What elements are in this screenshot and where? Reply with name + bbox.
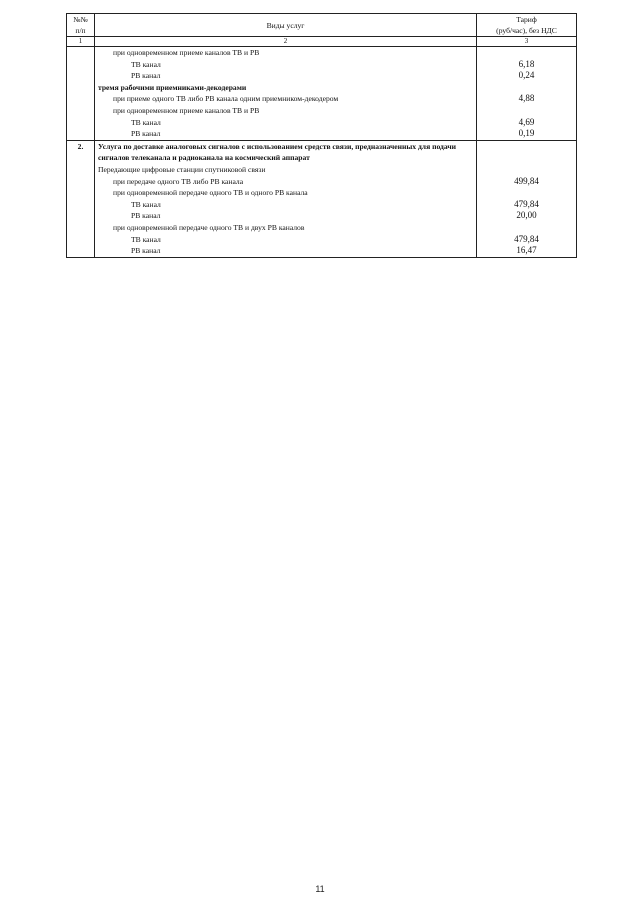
row-number-cell xyxy=(67,105,95,117)
page-number: 11 xyxy=(315,884,325,894)
service-description-cell: ТВ канал xyxy=(95,199,477,211)
row-number-cell xyxy=(67,117,95,129)
column-number-3: 3 xyxy=(477,37,577,47)
column-number-row xyxy=(67,37,577,47)
row-number-cell: 2. xyxy=(67,140,95,164)
tariff-value-cell: 20,00 xyxy=(477,210,577,222)
tariff-value-cell xyxy=(477,187,577,199)
service-description-cell: тремя рабочими приемниками-декодерами xyxy=(95,82,477,94)
table-row xyxy=(67,70,577,82)
row-number-cell xyxy=(67,82,95,94)
table-row xyxy=(67,82,577,94)
row-number-cell xyxy=(67,128,95,140)
table-row xyxy=(67,128,577,140)
tariff-value-cell: 479,84 xyxy=(477,234,577,246)
table-row xyxy=(67,222,577,234)
row-number-cell xyxy=(67,245,95,257)
column-number-1: 1 xyxy=(67,37,95,47)
row-number-cell xyxy=(67,210,95,222)
tariff-value-cell: 0,19 xyxy=(477,128,577,140)
tariff-value-cell xyxy=(477,105,577,117)
table-row xyxy=(67,187,577,199)
table-header-row xyxy=(67,14,577,37)
tariff-value-cell xyxy=(477,222,577,234)
table-row xyxy=(67,105,577,117)
service-description-cell: ТВ канал xyxy=(95,117,477,129)
table-row xyxy=(67,164,577,176)
table-row xyxy=(67,47,577,59)
tariff-value-cell: 4,88 xyxy=(477,93,577,105)
row-number-cell xyxy=(67,222,95,234)
service-description-cell: при одновременной передаче одного ТВ и двух РВ каналов xyxy=(95,222,477,234)
table-row xyxy=(67,117,577,129)
table-row xyxy=(67,140,577,164)
tariff-value-cell xyxy=(477,82,577,94)
service-description-cell: при приеме одного ТВ либо РВ канала одним приемником-декодером xyxy=(95,93,477,105)
header-number-line1: №№ xyxy=(73,15,88,24)
row-number-cell xyxy=(67,93,95,105)
tariff-value-cell: 4,69 xyxy=(477,117,577,129)
header-tariff-line1: Тариф xyxy=(516,15,537,24)
header-tariff-cell xyxy=(477,14,577,37)
service-description-cell: при одновременном приеме каналов ТВ и РВ xyxy=(95,105,477,117)
row-number-cell xyxy=(67,164,95,176)
tariff-value-cell xyxy=(477,47,577,59)
table-row xyxy=(67,59,577,71)
table-row xyxy=(67,176,577,188)
header-services-cell: Виды услуг xyxy=(95,14,477,37)
tariff-value-cell: 0,24 xyxy=(477,70,577,82)
tariff-value-cell xyxy=(477,164,577,176)
tariff-value-cell: 16,47 xyxy=(477,245,577,257)
table-row xyxy=(67,199,577,211)
service-description-cell: Услуга по доставке аналоговых сигналов с использованием средств связи, предназначенных для подачи сигналов телеканала и радиоканала на космический аппарат xyxy=(95,140,477,164)
row-number-cell xyxy=(67,59,95,71)
tariff-value-cell: 479,84 xyxy=(477,199,577,211)
row-number-cell xyxy=(67,176,95,188)
table-row xyxy=(67,210,577,222)
tariff-value-cell: 499,84 xyxy=(477,176,577,188)
service-description-cell: ТВ канал xyxy=(95,59,477,71)
service-description-cell: при одновременном приеме каналов ТВ и РВ xyxy=(95,47,477,59)
table-row xyxy=(67,93,577,105)
row-number-cell xyxy=(67,47,95,59)
service-description-cell: РВ канал xyxy=(95,70,477,82)
header-number-cell xyxy=(67,14,95,37)
tariff-table xyxy=(66,13,577,258)
service-description-cell: РВ канал xyxy=(95,128,477,140)
row-number-cell xyxy=(67,70,95,82)
tariff-value-cell xyxy=(477,140,577,164)
service-description-cell: Передающие цифровые станции спутниковой связи xyxy=(95,164,477,176)
service-description-cell: РВ канал xyxy=(95,210,477,222)
table-row xyxy=(67,245,577,257)
service-description-cell: ТВ канал xyxy=(95,234,477,246)
tariff-value-cell: 6,18 xyxy=(477,59,577,71)
header-number-line2: п/п xyxy=(75,26,86,35)
service-description-cell: при передаче одного ТВ либо РВ канала xyxy=(95,176,477,188)
header-tariff-line2: (руб/час), без НДС xyxy=(496,26,557,35)
row-number-cell xyxy=(67,187,95,199)
row-number-cell xyxy=(67,234,95,246)
service-description-cell: РВ канал xyxy=(95,245,477,257)
column-number-2: 2 xyxy=(95,37,477,47)
service-description-cell: при одновременной передаче одного ТВ и одного РВ канала xyxy=(95,187,477,199)
table-row xyxy=(67,234,577,246)
row-number-cell xyxy=(67,199,95,211)
